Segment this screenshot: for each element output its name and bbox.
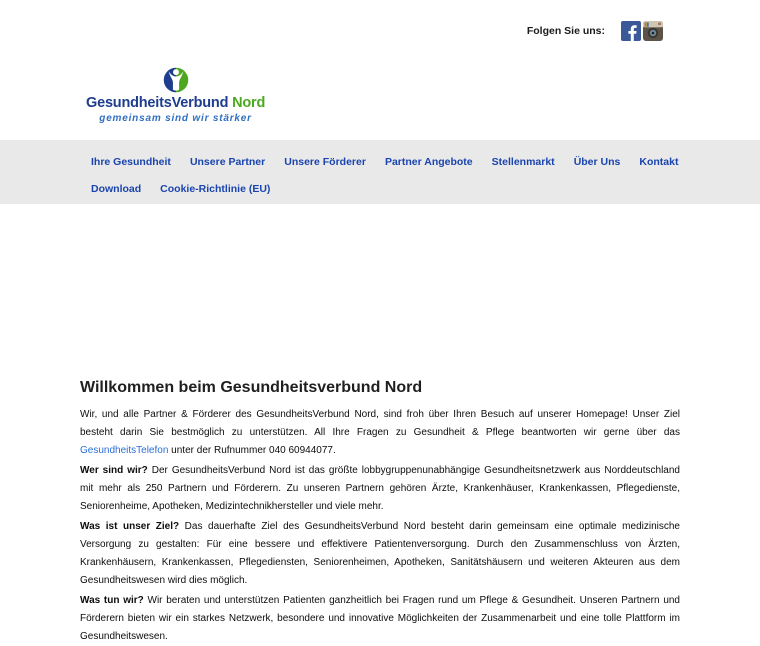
what-we-do-lead: Was tun wir? [80, 595, 144, 606]
facebook-icon[interactable] [621, 21, 641, 41]
social-row [527, 21, 663, 41]
our-goal-text: Das dauerhafte Ziel des GesundheitsVerbund Nord besteht darin gemeinsam eine optimale medizinische Versorgung zu gestalten: Für eine bessere und effektivere Patientenversorgung. Durch den Zusammenschluss von Ärzten, Krankenhäusern, Krankenkassen, Pflegediensten, Seniorenheimen, Apotheken, Sanitätshäusern und weiteren Akteuren aus dem Gesundheitswesen wird dies möglich. [80, 521, 680, 586]
intro-paragraph [80, 406, 680, 460]
follow-label: Folgen Sie uns: [526, 25, 605, 37]
nav-item-download[interactable]: Download [91, 183, 142, 195]
what-we-do-paragraph [80, 592, 680, 646]
what-we-do-text: Wir beraten und unterstützen Patienten ganzheitlich bei Fragen rund um Pflege & Gesundheit. Unseren Partnern und Förderern bieten wir ein starkes Netzwerk, besondere und innovative Möglichkeiten der Zusammenarbeit und eine tolle Plattform im Gesundheitswesen. [80, 595, 680, 642]
nav-item-ihre-gesundheit[interactable]: Ihre Gesundheit [91, 156, 171, 168]
nav-item-partner-angebote[interactable]: Partner Angebote [384, 156, 473, 168]
social-icons [621, 21, 663, 41]
nav-row-1 [91, 152, 760, 172]
nav-item-ueber-uns[interactable]: Über Uns [573, 156, 621, 168]
nav-item-kontakt[interactable]: Kontakt [639, 156, 679, 168]
our-goal-lead: Was ist unser Ziel? [80, 521, 180, 532]
logo-name [86, 95, 265, 111]
intro-text-after: unter der Rufnummer 040 60944077. [168, 445, 336, 456]
site-header [0, 0, 760, 140]
main-content [0, 204, 760, 646]
logo-name-primary: GesundheitsVerbund [86, 95, 229, 111]
logo[interactable] [86, 66, 265, 124]
our-goal-paragraph [80, 518, 680, 590]
logo-name-secondary: Nord [232, 95, 266, 111]
logo-tagline: gemeinsam sind wir stärker [99, 113, 252, 124]
intro-text-before: Wir, und alle Partner & Förderer des GesundheitsVerbund Nord, sind froh über Ihren Besuch auf unserer Homepage! Unser Ziel besteht darin Sie bestmöglich zu unterstützen. All Ihre Fragen zu Gesundheit & Pflege beantworten wir gerne über das [80, 409, 680, 438]
who-we-are-text: Der GesundheitsVerbund Nord ist das größte lobbygruppenunabhängige Gesundheitsnetzwerk aus Norddeutschland mit mehr als 250 Partnern und Förderern. Zu unseren Partnern gehören Ärzte, Krankenhäuser, Krankenkassen, Pflegedienste, Seniorenheime, Apotheken, Medizintechnikhersteller und viele mehr. [80, 465, 680, 512]
instagram-icon[interactable] [643, 21, 663, 41]
nav-item-unsere-foerderer[interactable]: Unsere Förderer [284, 156, 366, 168]
main-nav [0, 140, 760, 204]
gesundheitstelefon-link[interactable]: GesundheitsTelefon [80, 445, 169, 456]
page-title: Willkommen beim Gesundheitsverbund Nord [80, 379, 423, 396]
who-we-are-paragraph [80, 462, 680, 516]
nav-item-unsere-partner[interactable]: Unsere Partner [189, 156, 266, 168]
logo-icon [162, 66, 190, 94]
nav-row-2 [91, 179, 760, 199]
who-we-are-lead: Wer sind wir? [80, 465, 148, 476]
nav-item-stellenmarkt[interactable]: Stellenmarkt [491, 156, 555, 168]
nav-item-cookie-richtlinie[interactable]: Cookie-Richtlinie (EU) [160, 183, 271, 195]
